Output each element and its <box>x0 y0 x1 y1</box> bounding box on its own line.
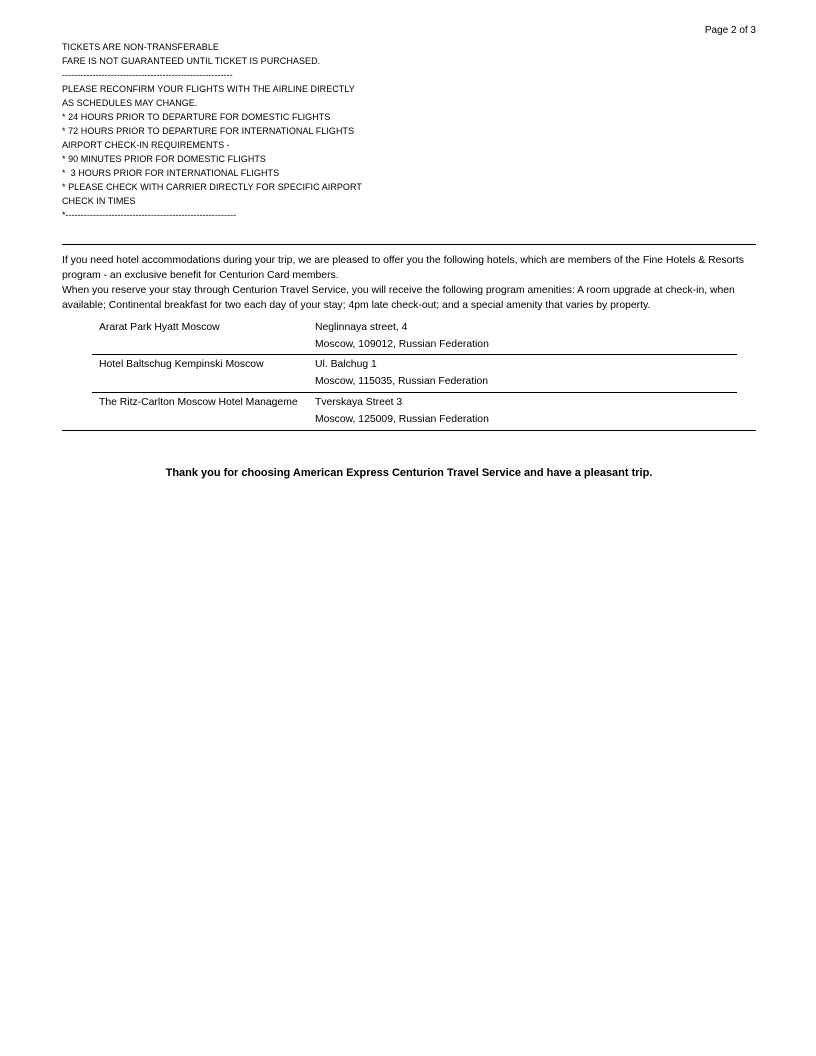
ticket-notes <box>62 40 662 222</box>
hotel-address-line2: Moscow, 125009, Russian Federation <box>315 414 489 425</box>
hotel-address-line1: Ul. Balchug 1 <box>315 359 377 370</box>
thank-you-message: Thank you for choosing American Express Centurion Travel Service and have a pleasant trip. <box>165 467 653 479</box>
hotels-amenities-paragraph: When you reserve your stay through Centurion Travel Service, you will receive the following program amenities: A room upgrade at check-in, when available; Continental breakfast for two each day of your stay; 4pm late check-out; and a special amenity that varies by property. <box>62 285 735 311</box>
page-number: Page 2 of 3 <box>704 25 756 36</box>
note-line: * 3 HOURS PRIOR FOR INTERNATIONAL FLIGHTS <box>62 168 280 178</box>
hotels-intro <box>62 253 756 313</box>
note-line: FARE IS NOT GUARANTEED UNTIL TICKET IS PURCHASED. <box>62 56 321 66</box>
note-line: * 90 MINUTES PRIOR FOR DOMESTIC FLIGHTS <box>62 154 266 164</box>
note-line: * 72 HOURS PRIOR TO DEPARTURE FOR INTERNATIONAL FLIGHTS <box>62 126 355 136</box>
hotel-address-line2: Moscow, 115035, Russian Federation <box>315 376 489 387</box>
section-divider <box>62 430 756 431</box>
note-line: -------------------------------------------------------- <box>62 70 233 80</box>
hotel-row-divider <box>92 354 737 355</box>
section-divider <box>62 244 756 245</box>
note-line: TICKETS ARE NON-TRANSFERABLE <box>62 42 219 52</box>
note-line: CHECK IN TIMES <box>62 196 136 206</box>
hotel-name: Ararat Park Hyatt Moscow <box>99 322 220 333</box>
hotel-name: Hotel Baltschug Kempinski Moscow <box>99 359 264 370</box>
note-line: PLEASE RECONFIRM YOUR FLIGHTS WITH THE AIRLINE DIRECTLY <box>62 84 355 94</box>
note-line: * PLEASE CHECK WITH CARRIER DIRECTLY FOR SPECIFIC AIRPORT <box>62 182 362 192</box>
hotel-address-line1: Tverskaya Street 3 <box>315 397 403 408</box>
note-line: AIRPORT CHECK-IN REQUIREMENTS - <box>62 140 230 150</box>
hotel-name: The Ritz-Carlton Moscow Hotel Manageme <box>99 397 298 408</box>
note-line: * 24 HOURS PRIOR TO DEPARTURE FOR DOMESTIC FLIGHTS <box>62 112 331 122</box>
hotels-intro-paragraph: If you need hotel accommodations during your trip, we are pleased to offer you the following hotels, which are members of the Fine Hotels & Resorts program - an exclusive benefit for Centurion Card members. <box>62 255 744 281</box>
note-line: *-------------------------------------------------------- <box>62 210 237 220</box>
note-line: AS SCHEDULES MAY CHANGE. <box>62 98 198 108</box>
hotel-row-divider <box>92 392 737 393</box>
hotel-address-line2: Moscow, 109012, Russian Federation <box>315 339 489 350</box>
hotel-address-line1: Neglinnaya street, 4 <box>315 322 408 333</box>
